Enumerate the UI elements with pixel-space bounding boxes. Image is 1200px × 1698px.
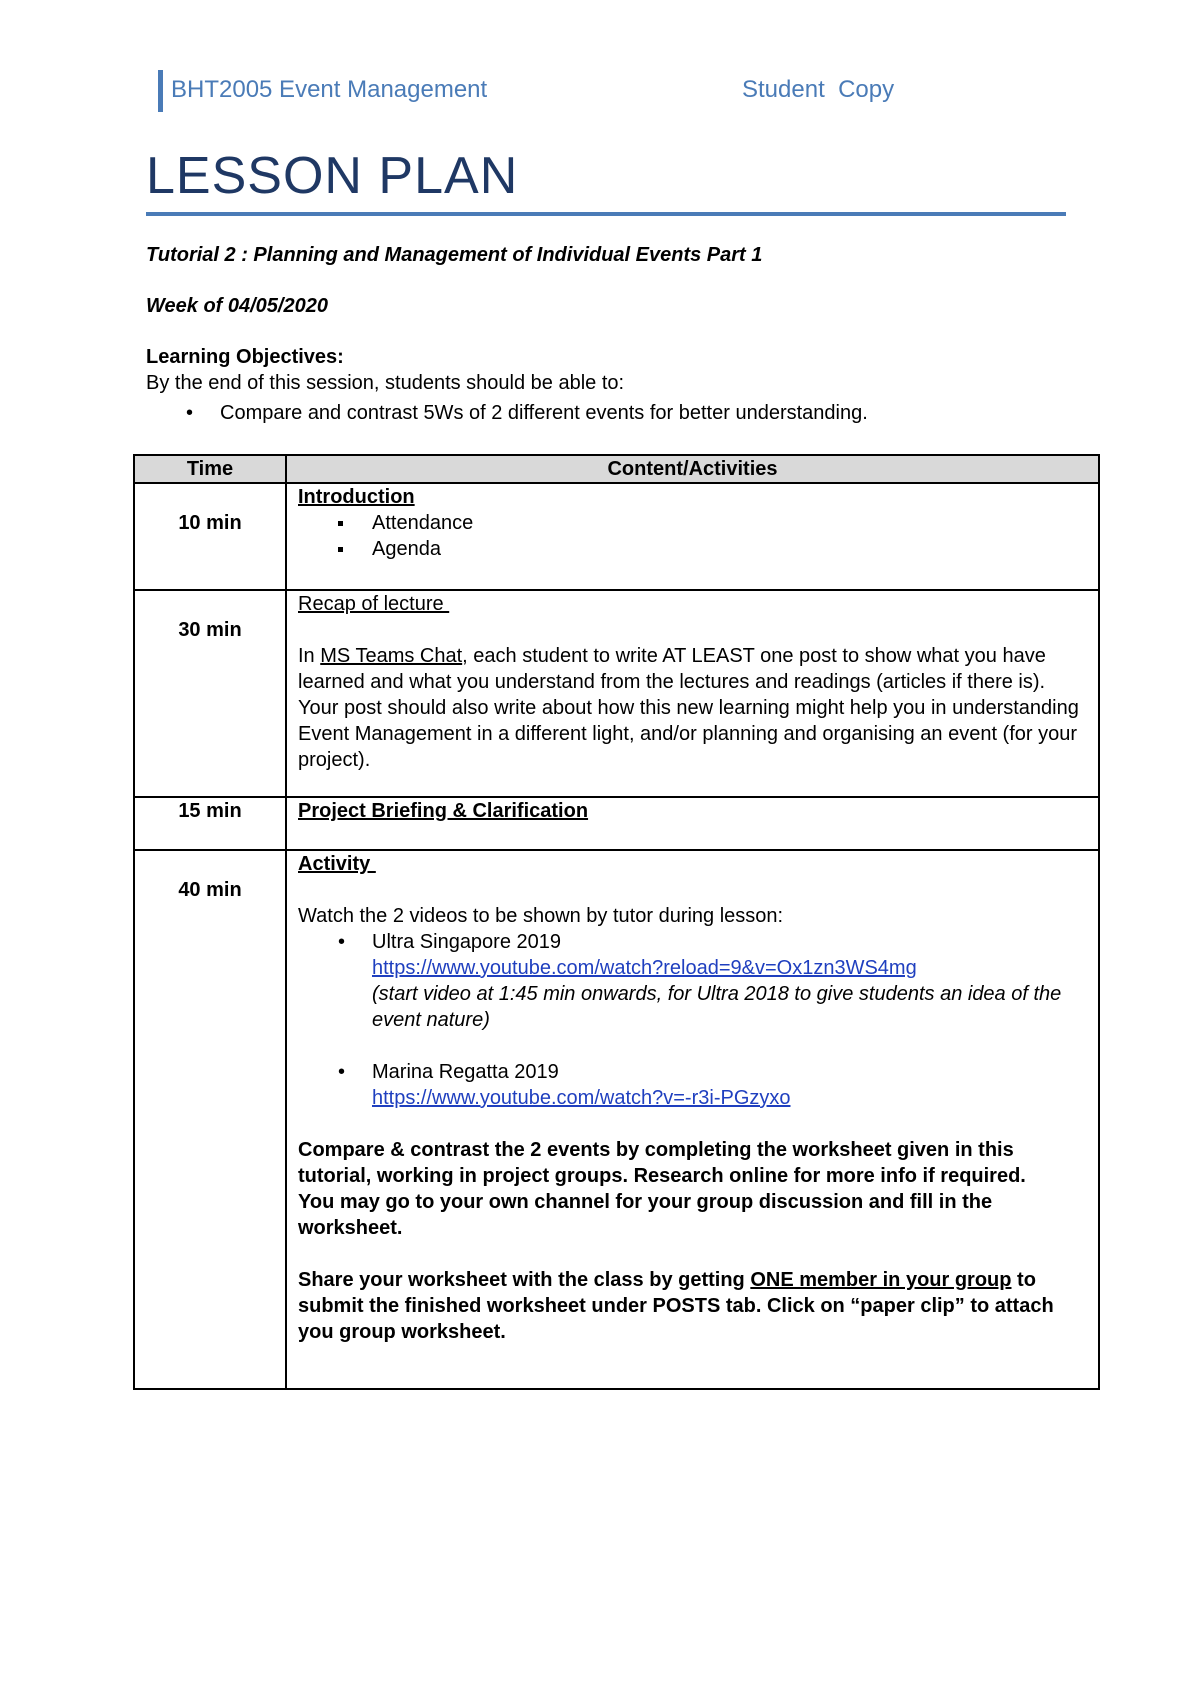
time-column-header: Time [134,455,286,483]
share-emphasis: ONE member in your group [750,1269,1012,1291]
table-row [134,590,1099,797]
objectives-intro: By the end of this session, students should be able to: [146,372,625,394]
time-cell [134,850,286,1389]
list-item-text: Attendance [372,512,474,534]
recap-instructions [298,643,1088,773]
table-row [134,797,1099,850]
content-cell [286,797,1099,850]
agenda-list [298,510,1088,562]
table-row [134,850,1099,1389]
video-item [338,929,1088,1059]
channel-instructions: You may go to your own channel for your group discussion and fill in the worksheet. [298,1191,993,1239]
time-value: 10 min [178,512,242,534]
share-text-rest: to submit the finished worksheet under POSTS tab. Click on “paper clip” to attach you group worksheet. [298,1269,1060,1343]
video-title: Marina Regatta 2019 [372,1061,559,1083]
table-header-row [134,455,1099,483]
tutorial-title: Tutorial 2 : Planning and Management of Individual Events Part 1 [146,244,763,266]
section-heading: Project Briefing & Clarification [298,800,589,822]
content-cell [286,590,1099,797]
list-item [338,510,1088,536]
list-item [338,536,1088,562]
objective-text: Compare and contrast 5Ws of 2 different events for better understanding. [220,402,868,424]
header-accent-bar [158,70,163,112]
content-cell [286,483,1099,590]
video-note: (start video at 1:45 min onwards, for Ultra 2018 to give students an idea of the event nature) [372,983,1062,1031]
recap-text-start: In [298,645,321,667]
table-row [134,483,1099,590]
lesson-plan-table [133,454,1100,1390]
content-column-header: Content/Activities [286,455,1099,483]
page-title: LESSON PLAN [146,147,519,205]
section-heading: Activity [298,853,376,875]
time-cell [134,483,286,590]
objective-item [186,402,868,425]
list-item-text: Agenda [372,538,441,560]
time-value: 15 min [178,800,242,822]
square-bullet-icon [338,521,343,526]
recap-text-rest: , each student to write AT LEAST one post to show what you have learned and what you understand from the lectures and readings (articles if there is). Your post should also write about how this new learning might help you in understanding Event Management in a different light, and/or planning and organising an event (for your project). [298,645,1079,771]
bullet-icon: • [338,1061,346,1083]
objectives-list [186,402,868,425]
video-link[interactable]: https://www.youtube.com/watch?v=-r3i-PGzyxo [372,1087,791,1109]
video-item [338,1059,1088,1111]
content-cell [286,850,1099,1389]
share-instructions [298,1267,1088,1345]
time-value: 30 min [178,619,242,641]
bullet-icon: • [338,931,346,953]
time-cell [134,590,286,797]
bullet-icon: • [186,402,194,424]
time-cell [134,797,286,850]
course-name: BHT2005 Event Management [171,76,488,103]
video-list [298,929,1088,1111]
share-text-start: Share your worksheet with the class by getting [298,1269,751,1291]
week-label: Week of 04/05/2020 [146,295,328,317]
section-heading: Introduction [298,486,415,508]
video-title: Ultra Singapore 2019 [372,931,562,953]
compare-instructions: Compare & contrast the 2 events by completing the worksheet given in this tutorial, working in project groups. Research online for more info if required. [298,1139,1026,1187]
video-link[interactable]: https://www.youtube.com/watch?reload=9&v=Ox1zn3WS4mg [372,957,917,979]
ms-teams-chat-label: MS Teams Chat [320,645,463,667]
square-bullet-icon [338,547,343,552]
copy-label: Student Copy [742,76,895,103]
title-rule [146,212,1066,216]
objectives-heading: Learning Objectives: [146,346,344,368]
section-heading: Recap of lecture [298,593,450,615]
time-value: 40 min [178,879,242,901]
activity-intro: Watch the 2 videos to be shown by tutor during lesson: [298,905,784,927]
